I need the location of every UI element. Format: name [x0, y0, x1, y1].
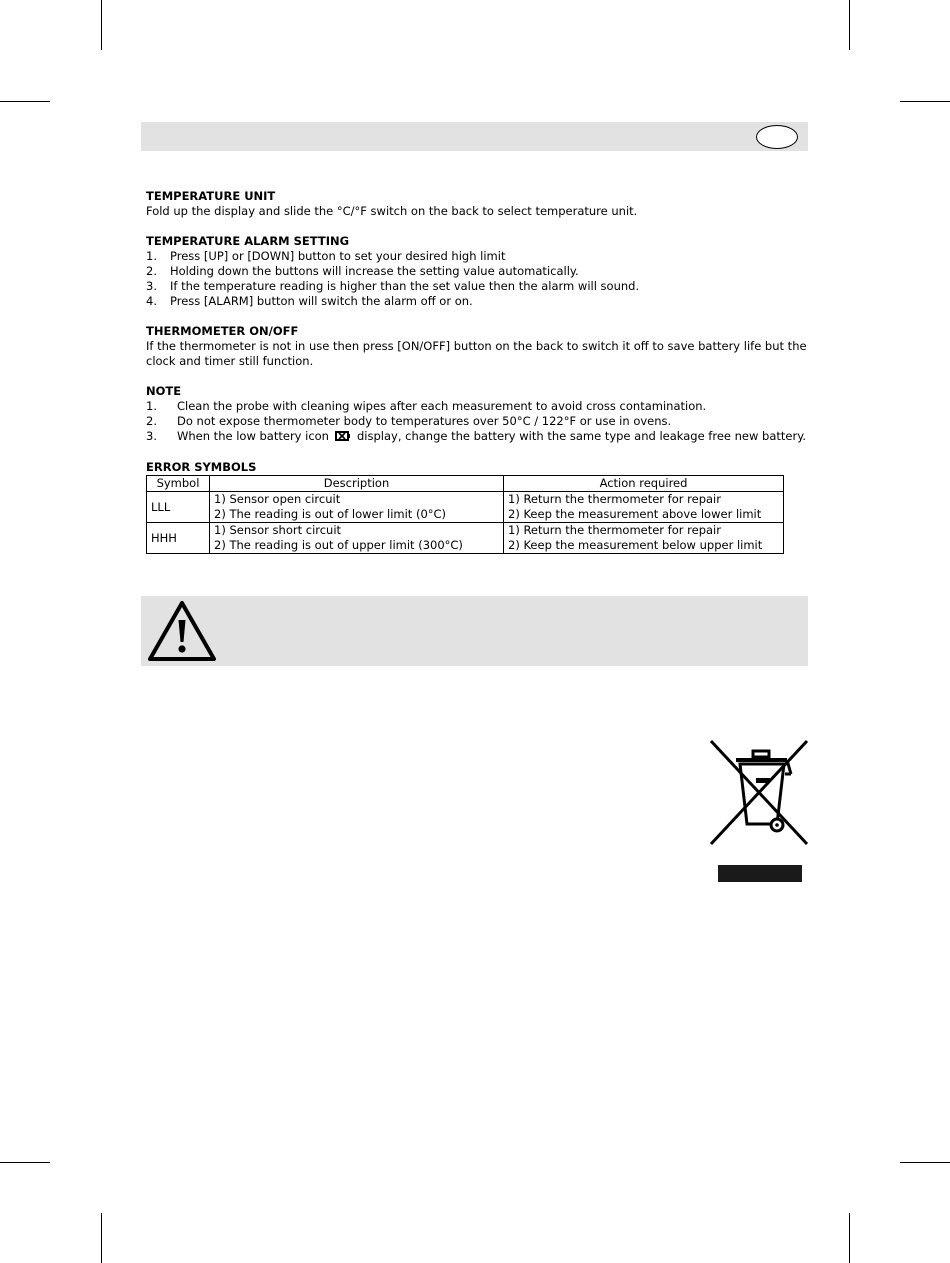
table-row [147, 523, 784, 554]
column-header-symbol: Symbol [147, 476, 210, 492]
list-text: If the temperature reading is higher than the set value then the alarm will sound. [170, 279, 640, 293]
table-header-row [147, 476, 784, 492]
cell-description [210, 492, 504, 523]
crop-mark [0, 1162, 50, 1163]
action-line: 1) Return the thermometer for repair [508, 523, 721, 537]
list-number: 2. [146, 414, 157, 428]
paragraph-on-off: If the thermometer is not in use then press [ON/OFF] button on the back to switch it off to save battery life but the clock and timer still function. [146, 339, 807, 368]
list-item [146, 294, 810, 309]
crop-mark [849, 1213, 850, 1263]
section-on-off [146, 324, 810, 369]
cell-action [504, 492, 784, 523]
crossed-out-wheelie-bin-icon [707, 738, 811, 850]
list-item [146, 429, 810, 445]
table-row [147, 492, 784, 523]
list-number: 3. [146, 279, 157, 293]
low-battery-icon [335, 430, 351, 445]
list-number: 1. [146, 249, 157, 263]
list-item [146, 249, 810, 264]
language-oval [756, 125, 798, 149]
list-number: 3. [146, 429, 157, 443]
cell-description [210, 523, 504, 554]
list-number: 2. [146, 264, 157, 278]
action-line: 2) Keep the measurement above lower limit [508, 507, 762, 521]
warning-triangle-icon [147, 600, 217, 666]
paragraph-temperature-unit: Fold up the display and slide the °C/°F switch on the back to select temperature unit. [146, 204, 638, 218]
list-item [146, 279, 810, 294]
list-number: 1. [146, 399, 157, 413]
header-bar [141, 122, 808, 151]
alarm-steps-list [146, 249, 810, 309]
description-line: 1) Sensor open circuit [214, 492, 341, 506]
error-symbols-table [146, 475, 784, 554]
cell-symbol: LLL [147, 492, 210, 523]
action-line: 1) Return the thermometer for repair [508, 492, 721, 506]
crop-mark [101, 1213, 102, 1263]
list-item [146, 399, 810, 414]
heading-alarm-setting: TEMPERATURE ALARM SETTING [146, 234, 350, 248]
column-header-description: Description [210, 476, 504, 492]
description-line: 1) Sensor short circuit [214, 523, 342, 537]
list-text-after: display, change the battery with the same type and leakage free new battery. [356, 429, 807, 443]
heading-error-symbols: ERROR SYMBOLS [146, 460, 257, 474]
section-alarm-setting [146, 234, 810, 309]
list-item [146, 414, 810, 429]
crop-mark [900, 101, 950, 102]
cell-action [504, 523, 784, 554]
weee-black-bar [718, 865, 802, 882]
list-text: Press [ALARM] button will switch the alarm off or on. [170, 294, 473, 308]
page-content [146, 189, 810, 554]
section-note [146, 384, 810, 445]
section-error-symbols [146, 460, 810, 554]
description-line: 2) The reading is out of lower limit (0°C) [214, 507, 447, 521]
list-number: 4. [146, 294, 157, 308]
list-text: Clean the probe with cleaning wipes after each measurement to avoid cross contamination. [177, 399, 707, 413]
list-text: Press [UP] or [DOWN] button to set your desired high limit [170, 249, 506, 263]
heading-on-off: THERMOMETER ON/OFF [146, 324, 299, 338]
section-temperature-unit [146, 189, 810, 219]
heading-temperature-unit: TEMPERATURE UNIT [146, 189, 276, 203]
description-line: 2) The reading is out of upper limit (300°C) [214, 538, 463, 552]
list-text: Holding down the buttons will increase the setting value automatically. [170, 264, 579, 278]
crop-mark [0, 101, 50, 102]
crop-mark [900, 1162, 950, 1163]
crop-mark [849, 0, 850, 50]
heading-note: NOTE [146, 384, 182, 398]
note-list [146, 399, 810, 445]
list-text: Do not expose thermometer body to temperatures over 50°C / 122°F or use in ovens. [177, 414, 672, 428]
list-text-before: When the low battery icon [177, 429, 329, 443]
list-text [177, 429, 806, 445]
action-line: 2) Keep the measurement below upper limit [508, 538, 763, 552]
crop-mark [101, 0, 102, 50]
cell-symbol: HHH [147, 523, 210, 554]
column-header-action: Action required [504, 476, 784, 492]
warning-bar [141, 596, 808, 666]
list-item [146, 264, 810, 279]
